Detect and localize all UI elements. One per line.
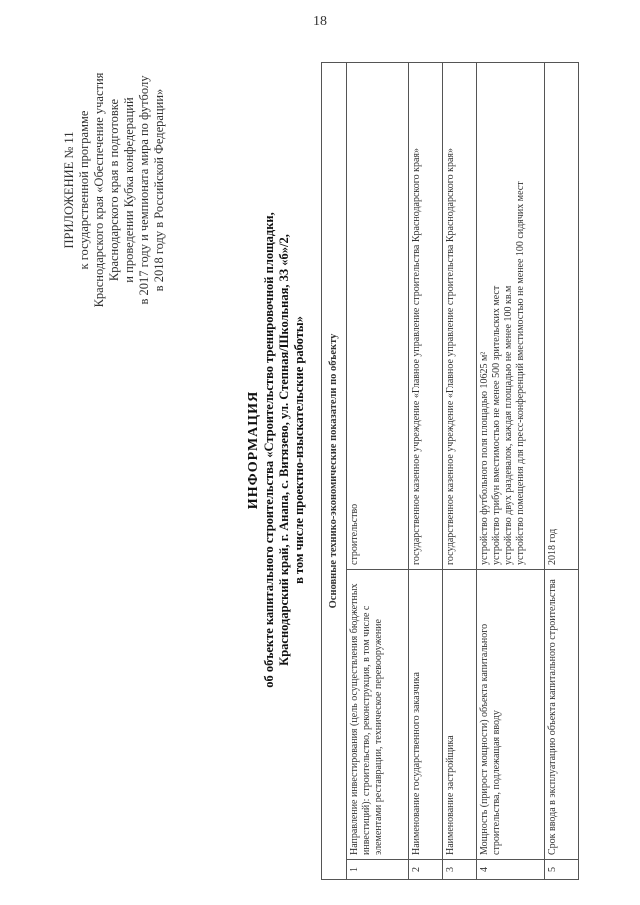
row-value: государственное казенное учреждение «Главное управление строительства Краснодарского края» bbox=[443, 63, 477, 570]
appendix-heading bbox=[62, 30, 167, 350]
row-value: государственное казенное учреждение «Главное управление строительства Краснодарского края» bbox=[409, 63, 443, 570]
row-number: 2 bbox=[409, 860, 443, 880]
appendix-line: в 2017 году и чемпионата мира по футболу bbox=[137, 75, 151, 305]
row-value bbox=[477, 63, 545, 570]
table-header: Основные технико-экономические показатели по объекту bbox=[322, 63, 347, 880]
table-row bbox=[545, 63, 579, 880]
row-number: 4 bbox=[477, 860, 545, 880]
row-indicator: Направление инвестирования (цель осуществления бюджетных инвестиций): строительство, реконструкция, в том числе с элементами реставрации, техническое перевооружение bbox=[347, 570, 409, 860]
info-subtitle-line: Краснодарский край, г. Анапа, с. Витязево, ул. Степная/Школьная, 33 «б»/2, bbox=[277, 234, 291, 666]
appendix-line: и проведении Кубка конфедераций bbox=[122, 97, 136, 283]
appendix-line: ПРИЛОЖЕНИЕ № 11 bbox=[62, 131, 76, 249]
table-row bbox=[443, 63, 477, 880]
table-row bbox=[409, 63, 443, 880]
row-value: строительство bbox=[347, 63, 409, 570]
capacity-line: устройство футбольного поля площадью 10625 м² bbox=[479, 351, 490, 565]
appendix-line: к государственной программе bbox=[77, 110, 91, 270]
capacity-line: устройство двух раздевалок, каждая площадью не менее 100 кв.м bbox=[503, 285, 514, 565]
row-indicator: Наименование застройщика bbox=[443, 570, 477, 860]
appendix-line: Краснодарского края в подготовке bbox=[107, 98, 121, 282]
row-indicator: Мощность (прирост мощности) объекта капитального строительства, подлежащая вводу bbox=[477, 570, 545, 860]
page-number: 18 bbox=[313, 14, 327, 29]
table-header-row bbox=[322, 63, 347, 880]
capacity-line: устройство трибун вместимостью не менее 500 зрительских мест bbox=[491, 285, 502, 565]
capacity-line: устройство помещения для пресс-конференций вместимостью не менее 100 сидячих мест bbox=[515, 181, 526, 565]
appendix-line: Краснодарского края «Обеспечение участия bbox=[92, 72, 106, 308]
row-indicator: Наименование государственного заказчика bbox=[409, 570, 443, 860]
row-number: 5 bbox=[545, 860, 579, 880]
table-row bbox=[477, 63, 545, 880]
indicators-table bbox=[321, 62, 579, 880]
info-subtitle-line: об объекте капитального строительства «Строительство тренировочной площадки, bbox=[262, 212, 276, 688]
row-value: 2018 год bbox=[545, 63, 579, 570]
info-heading bbox=[245, 190, 307, 710]
row-number: 1 bbox=[347, 860, 409, 880]
row-number: 3 bbox=[443, 860, 477, 880]
appendix-line: в 2018 году в Российской Федерации» bbox=[152, 88, 166, 292]
rotated-content bbox=[50, 40, 610, 880]
row-indicator: Срок ввода в эксплуатацию объекта капитального строительства bbox=[545, 570, 579, 860]
info-subtitle-line: в том числе проектно-изыскательские работы» bbox=[292, 316, 306, 584]
document-title: ИНФОРМАЦИЯ bbox=[246, 390, 261, 510]
table-row bbox=[347, 63, 409, 880]
